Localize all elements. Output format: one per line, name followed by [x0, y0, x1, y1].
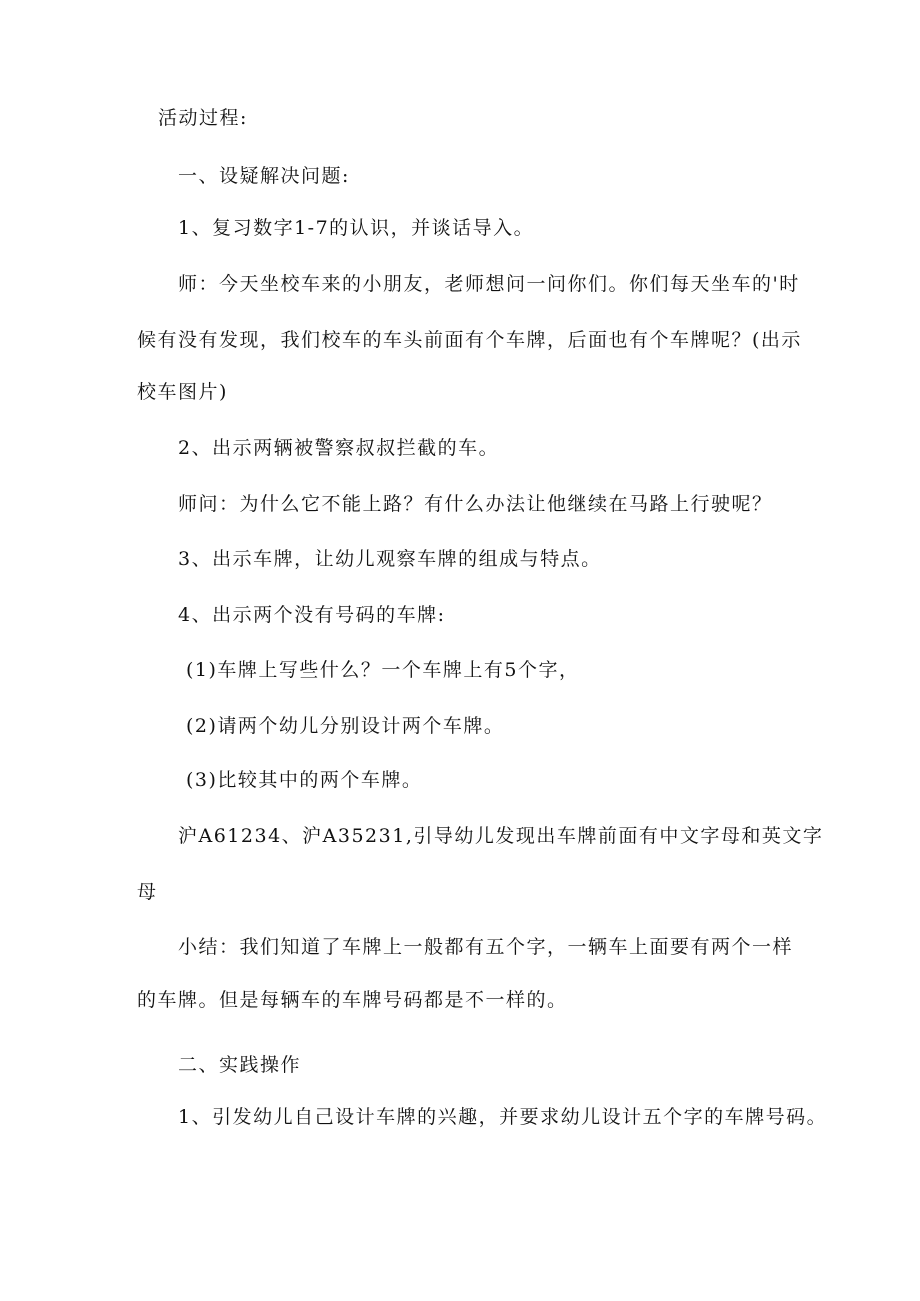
- teacher-speech-line-3: 校车图片): [137, 381, 228, 403]
- sub-step-1-text: (1)车牌上写些什么？一个车牌上有5个字，: [186, 659, 580, 681]
- step-2-text: 2、出示两辆被警察叔叔拦截的车。: [178, 437, 500, 459]
- teacher-speech-line-1: 师：今天坐校车来的小朋友，老师想问一问你们。你们每天坐车的'时: [178, 273, 800, 295]
- sub-step-3-text: (3)比较其中的两个车牌。: [186, 769, 423, 791]
- step-4-text: 4、出示两个没有号码的车牌:: [178, 604, 446, 626]
- step-1-text: 1、复习数字1-7的认识，并谈话导入。: [178, 217, 535, 239]
- activity-process-heading: 活动过程:: [158, 107, 248, 129]
- summary-line-2: 的车牌。但是每辆车的车牌号码都是不一样的。: [137, 989, 568, 1011]
- plate-example-line-1: 沪A61234、沪A35231,引导幼儿发现出车牌前面有中文字母和英文字: [178, 825, 824, 847]
- summary-line-1: 小结：我们知道了车牌上一般都有五个字，一辆车上面要有两个一样: [178, 936, 794, 958]
- practice-step-1-text: 1、引发幼儿自己设计车牌的兴趣，并要求幼儿设计五个字的车牌号码。: [178, 1106, 828, 1128]
- plate-example-line-2: 母: [137, 881, 158, 903]
- step-3-text: 3、出示车牌，让幼儿观察车牌的组成与特点。: [178, 548, 602, 570]
- teacher-speech-line-2: 候有没有发现，我们校车的车头前面有个车牌，后面也有个车牌呢？(出示: [137, 329, 802, 351]
- sub-step-2-text: (2)请两个幼儿分别设计两个车牌。: [186, 715, 505, 737]
- section-one-heading: 一、设疑解决问题:: [178, 165, 350, 187]
- section-two-heading: 二、实践操作: [178, 1054, 302, 1076]
- teacher-question: 师问：为什么它不能上路？有什么办法让他继续在马路上行驶呢？: [178, 493, 773, 515]
